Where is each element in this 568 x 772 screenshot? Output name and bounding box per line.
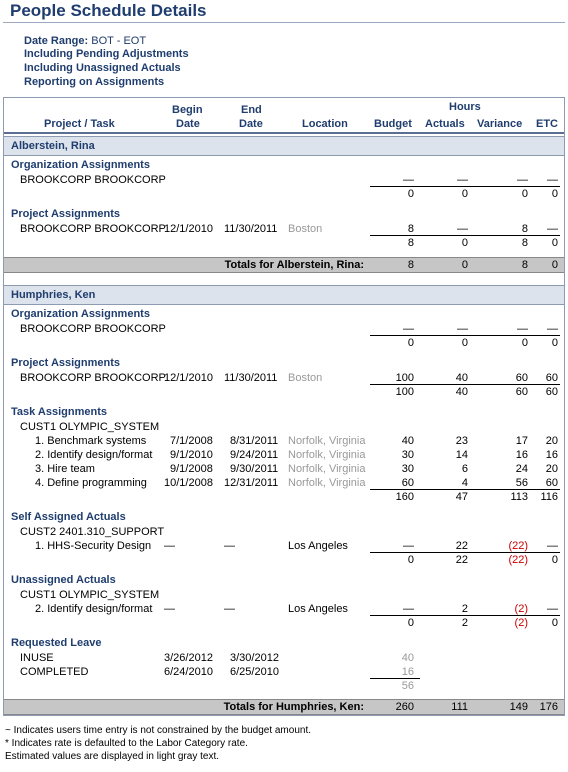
- total-budget: 260: [395, 701, 414, 713]
- subtotal-rule: [370, 615, 560, 616]
- end-date: 11/30/2011: [224, 223, 278, 235]
- subtotal-etc: 0: [551, 188, 558, 200]
- subtotal-etc: 0: [551, 337, 558, 349]
- actuals-value: 2: [461, 603, 468, 615]
- end-date: 6/25/2010: [230, 666, 279, 678]
- location: Norfolk, Virginia: [288, 477, 366, 489]
- begin-date: 9/1/2008: [170, 463, 213, 475]
- subtotal-rule: [370, 335, 560, 336]
- location: Norfolk, Virginia: [288, 463, 366, 475]
- row-name: BROOKCORP BROOKCORP: [20, 223, 166, 235]
- total-etc: 176: [539, 701, 558, 713]
- col-project-task: Project / Task: [44, 118, 115, 130]
- section-title: Task Assignments: [11, 406, 107, 418]
- variance-value: (22): [508, 540, 528, 552]
- section-title: Unassigned Actuals: [11, 574, 116, 586]
- date-range-label: Date Range:: [24, 35, 89, 47]
- variance-value: (2): [514, 603, 528, 615]
- col-budget: Budget: [374, 118, 412, 130]
- title-divider: [3, 22, 565, 23]
- end-date: 3/30/2012: [230, 652, 279, 664]
- begin-date: 12/1/2010: [164, 223, 213, 235]
- subtotal-budget: 8: [407, 237, 414, 249]
- actuals-value: 4: [461, 477, 468, 489]
- task-name: 4. Define programming: [35, 477, 147, 489]
- person-name: Humphries, Ken: [11, 289, 96, 301]
- location: Norfolk, Virginia: [288, 449, 366, 461]
- col-actuals: Actuals: [425, 118, 465, 130]
- subtotal-rule: [370, 552, 560, 553]
- total-actuals: 0: [461, 259, 468, 271]
- actuals-value: —: [457, 323, 468, 335]
- footnote: Estimated values are displayed in light gray text.: [5, 751, 219, 762]
- section-title: Project Assignments: [11, 208, 121, 220]
- end-date: —: [224, 540, 235, 552]
- subtotal-variance: (22): [508, 554, 528, 566]
- task-name: 2. Identify design/format: [35, 603, 153, 615]
- variance-value: 8: [521, 223, 528, 235]
- budget-value: 40: [401, 652, 414, 664]
- end-date: 12/31/2011: [224, 477, 279, 489]
- section-title: Self Assigned Actuals: [11, 511, 126, 523]
- subtotal-rule: [370, 384, 560, 385]
- etc-value: —: [547, 323, 558, 335]
- begin-date: 10/1/2008: [164, 477, 213, 489]
- row-name: BROOKCORP BROOKCORP: [20, 174, 166, 186]
- begin-date: —: [164, 603, 175, 615]
- total-variance: 8: [521, 259, 528, 271]
- total-budget: 8: [407, 259, 414, 271]
- location: Boston: [288, 223, 323, 235]
- row-name: BROOKCORP BROOKCORP: [20, 323, 166, 335]
- actuals-value: 14: [455, 449, 468, 461]
- subtotal-variance: (2): [514, 617, 528, 629]
- section-title: Organization Assignments: [11, 159, 150, 171]
- subtotal-budget: 0: [407, 617, 414, 629]
- subtotal-rule: [370, 678, 420, 679]
- subtotal-budget: 0: [407, 554, 414, 566]
- budget-value: 8: [407, 223, 414, 235]
- subtotal-actuals: 47: [455, 491, 468, 503]
- section-title: Requested Leave: [11, 637, 102, 649]
- subtotal-budget: 0: [407, 188, 414, 200]
- budget-value: 60: [401, 477, 414, 489]
- location: Los Angeles: [288, 603, 348, 615]
- budget-value: 40: [401, 435, 414, 447]
- total-etc: 0: [551, 259, 558, 271]
- actuals-value: —: [457, 174, 468, 186]
- subtotal-rule: [370, 186, 560, 187]
- end-date: 9/24/2011: [230, 449, 279, 461]
- begin-date: 7/1/2008: [170, 435, 213, 447]
- end-date: 8/31/2011: [230, 435, 279, 447]
- schedule-table: [3, 97, 565, 716]
- col-begin-1: Begin: [172, 104, 203, 116]
- subtotal-etc: 0: [551, 554, 558, 566]
- task-name: 3. Hire team: [35, 463, 95, 475]
- etc-value: 60: [545, 477, 558, 489]
- variance-value: 16: [515, 449, 528, 461]
- total-actuals: 111: [451, 701, 468, 713]
- actuals-value: 22: [455, 540, 468, 552]
- project-name: CUST2 2401.310_SUPPORT: [20, 526, 165, 538]
- actuals-value: 40: [455, 372, 468, 384]
- footnote: * Indicates rate is defaulted to the Labor Category rate.: [5, 738, 248, 749]
- footnote: ~ Indicates users time entry is not constrained by the budget amount.: [5, 725, 312, 736]
- subtotal-actuals: 0: [461, 237, 468, 249]
- etc-value: 20: [545, 435, 558, 447]
- table-header: [4, 98, 564, 134]
- end-date: 11/30/2011: [224, 372, 278, 384]
- variance-value: 17: [515, 435, 528, 447]
- task-name: 2. Identify design/format: [35, 449, 153, 461]
- actuals-value: —: [457, 223, 468, 235]
- section-title: Project Assignments: [11, 357, 121, 369]
- subtotal-actuals: 0: [461, 337, 468, 349]
- project-name: CUST1 OLYMPIC_SYSTEM: [20, 421, 160, 433]
- person-totals-row: [4, 699, 564, 715]
- etc-value: —: [547, 223, 558, 235]
- subtotal-etc: 60: [545, 386, 558, 398]
- subtotal-actuals: 0: [461, 188, 468, 200]
- variance-value: 56: [515, 477, 528, 489]
- date-range-value: BOT - EOT: [91, 35, 147, 47]
- report-title: People Schedule Details: [10, 1, 207, 20]
- begin-date: 9/1/2010: [170, 449, 213, 461]
- person-name: Alberstein, Rina: [11, 140, 95, 152]
- subtotal-variance: 113: [510, 491, 528, 503]
- budget-value: 16: [401, 666, 414, 678]
- col-hours: Hours: [449, 101, 481, 113]
- location: Los Angeles: [288, 540, 348, 552]
- criteria-date-range: [24, 35, 146, 47]
- begin-date: 3/26/2012: [164, 652, 213, 664]
- subtotal-variance: 0: [521, 337, 528, 349]
- totals-label: Totals for Humphries, Ken:: [223, 701, 364, 713]
- criteria-reporting: Reporting on Assignments: [24, 76, 165, 88]
- col-location: Location: [302, 118, 348, 130]
- subtotal-etc: 0: [551, 617, 558, 629]
- variance-value: 60: [515, 372, 528, 384]
- begin-date: 6/24/2010: [164, 666, 213, 678]
- begin-date: 12/1/2010: [164, 372, 213, 384]
- subtotal-variance: 8: [521, 237, 528, 249]
- begin-date: —: [164, 540, 175, 552]
- variance-value: —: [517, 323, 528, 335]
- row-name: BROOKCORP BROOKCORP: [20, 372, 166, 384]
- person-totals-row: [4, 257, 564, 273]
- budget-value: 30: [401, 463, 414, 475]
- etc-value: —: [547, 174, 558, 186]
- person-group-header: [4, 136, 564, 156]
- variance-value: —: [517, 174, 528, 186]
- location: Norfolk, Virginia: [288, 435, 366, 447]
- col-end-2: Date: [239, 118, 263, 130]
- criteria-pending: Including Pending Adjustments: [24, 48, 189, 60]
- leave-name: COMPLETED: [20, 666, 89, 678]
- subtotal-actuals: 40: [455, 386, 468, 398]
- subtotal-actuals: 2: [461, 617, 468, 629]
- end-date: —: [224, 603, 235, 615]
- subtotal-budget: 160: [395, 491, 414, 503]
- subtotal-budget: 100: [395, 386, 414, 398]
- subtotal-etc: 0: [551, 237, 558, 249]
- budget-value: —: [403, 323, 414, 335]
- etc-value: 16: [545, 449, 558, 461]
- subtotal-etc: 116: [540, 491, 558, 503]
- subtotal-budget: 56: [401, 680, 414, 692]
- end-date: 9/30/2011: [230, 463, 279, 475]
- person-group-header: [4, 285, 564, 305]
- subtotal-budget: 0: [407, 337, 414, 349]
- col-begin-2: Date: [176, 118, 200, 130]
- totals-label: Totals for Alberstein, Rina:: [224, 259, 364, 271]
- etc-value: 60: [545, 372, 558, 384]
- col-end-1: End: [241, 104, 262, 116]
- variance-value: 24: [515, 463, 528, 475]
- col-variance: Variance: [477, 118, 523, 130]
- section-title: Organization Assignments: [11, 308, 150, 320]
- budget-value: —: [403, 174, 414, 186]
- etc-value: —: [547, 603, 558, 615]
- subtotal-rule: [370, 235, 560, 236]
- total-variance: 149: [509, 701, 528, 713]
- subtotal-variance: 0: [521, 188, 528, 200]
- task-name: 1. HHS-Security Design: [35, 540, 152, 552]
- subtotal-actuals: 22: [455, 554, 468, 566]
- budget-value: —: [403, 540, 414, 552]
- etc-value: 20: [545, 463, 558, 475]
- actuals-value: 6: [461, 463, 468, 475]
- subtotal-rule: [370, 489, 560, 490]
- etc-value: —: [547, 540, 558, 552]
- leave-name: INUSE: [20, 652, 54, 664]
- subtotal-variance: 60: [515, 386, 528, 398]
- criteria-unassigned: Including Unassigned Actuals: [24, 62, 181, 74]
- budget-value: 100: [395, 372, 414, 384]
- actuals-value: 23: [455, 435, 468, 447]
- location: Boston: [288, 372, 323, 384]
- project-name: CUST1 OLYMPIC_SYSTEM: [20, 589, 160, 601]
- col-etc: ETC: [536, 118, 558, 130]
- budget-value: 30: [401, 449, 414, 461]
- budget-value: —: [403, 603, 414, 615]
- task-name: 1. Benchmark systems: [35, 435, 147, 447]
